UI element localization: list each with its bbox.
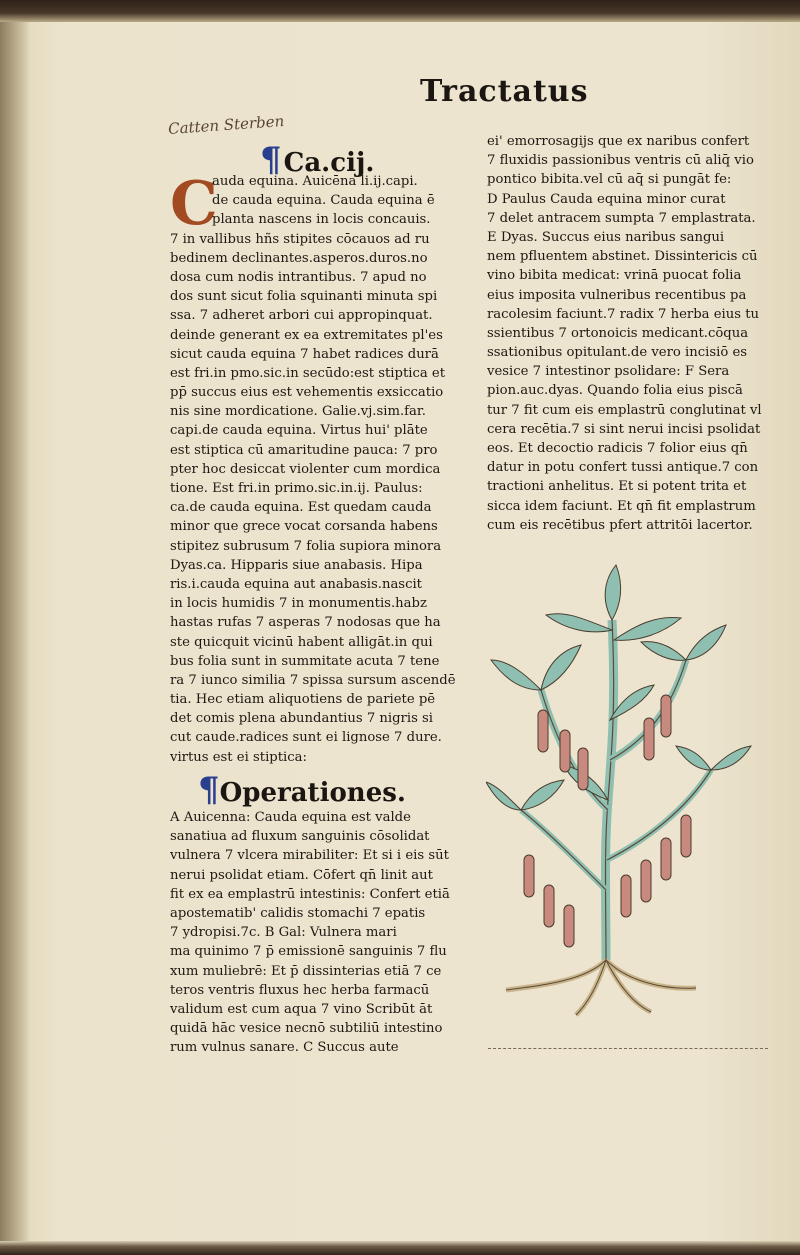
text-line: quidā hāc vesice necnō subtiliū intestino — [170, 1021, 443, 1037]
page-top-edge — [0, 0, 800, 22]
text-line: deinde generant ex ea extremitates pl'es — [170, 327, 443, 343]
chapter-heading-text: Ca.cij. — [283, 148, 375, 178]
text-line: dos sunt sicut folia squinanti minuta spi — [170, 289, 438, 305]
text-line: tia. Hec etiam aliquotiens de pariete pē — [170, 692, 436, 708]
text-line: sanatiua ad fluxum sanguinis cōsolidat — [170, 829, 430, 845]
text-line: pion.auc.dyas. Quando folia eius piscā — [487, 383, 743, 399]
pilcrow-icon: ¶ — [260, 140, 282, 180]
text-line: ca.de cauda equina. Est quedam cauda — [170, 500, 432, 516]
text-line: ei' emorrosagijs que ex naribus confert — [487, 134, 750, 149]
text-line: 7 delet antracem sumpta 7 emplastrata. — [487, 210, 756, 226]
text-line: cera recētia.7 si sint nerui incisi psolidat — [487, 421, 761, 437]
text-line: eos. Et decoctio radicis 7 folior eius qn̄ — [487, 441, 748, 456]
text-line: Dyas.ca. Hipparis siue anabasis. Hipa — [170, 557, 423, 573]
text-line: hastas rufas 7 asperas 7 nodosas que ha — [170, 615, 441, 631]
text-line: E Dyas. Succus eius naribus sangui — [487, 229, 725, 245]
text-line: virtus est ei stiptica: — [170, 749, 307, 765]
text-line: ssa. 7 adheret arbori cui appropinquat. — [170, 308, 433, 324]
text-line: pp̄ succus eius est vehementis exsiccatio — [170, 385, 444, 401]
text-line: vesice 7 intestinor psolidare: F Sera — [487, 364, 730, 380]
text-line: bedinem declinantes.asperos.duros.no — [170, 250, 428, 266]
text-line: capi.de cauda equina. Virtus hui' plāte — [170, 423, 428, 439]
right-text-column — [487, 132, 787, 535]
text-line: in locis humidis 7 in monumentis.habz — [170, 596, 427, 612]
text-line: ste quicquit vicinū habent alligāt.in qui — [170, 634, 433, 650]
text-line: vino bibita medicat: vrinā puocat folia — [487, 268, 742, 284]
text-line: eius imposita vulneribus recentibus pa — [487, 287, 747, 303]
text-line: dosa cum nodis intrantibus. 7 apud no — [170, 269, 427, 285]
text-line: ris.i.cauda equina aut anabasis.nascit — [170, 576, 422, 592]
text-line: auda equina. Auicēna li.ij.capi. — [212, 174, 418, 189]
text-line: ssientibus 7 ortonoicis medicant.cōqua — [487, 325, 749, 341]
operations-text-column — [170, 808, 460, 1057]
text-line: det comis plena abundantius 7 nigris si — [170, 711, 434, 727]
text-line: datur in potu confert tussi antique.7 con — [487, 460, 759, 476]
text-line: cum eis recētibus pfert attritōi lacertor. — [487, 517, 753, 533]
text-line: tur 7 fit cum eis emplastrū conglutinat vl — [487, 402, 762, 418]
text-line: nerui psolidat etiam. Cōfert qn̄ linit aut — [170, 867, 433, 883]
text-line: fit ex ea emplastrū intestinis: Confert etiā — [170, 886, 450, 902]
text-line: apostematib' calidis stomachi 7 epatis — [170, 905, 426, 921]
text-line: minor que grece vocat corsanda habens — [170, 519, 438, 535]
text-line: sicca idem faciunt. Et qn̄ fit emplastrum — [487, 498, 756, 514]
text-line: nis sine mordicatione. Galie.vj.sim.far. — [170, 404, 426, 420]
running-title: Tractatus — [420, 74, 589, 109]
pilcrow-icon: ¶ — [198, 770, 220, 810]
text-line: 7 ydropisi.7c. B Gal: Vulnera mari — [170, 925, 397, 941]
text-line: cut caude.radices sunt ei lignose 7 dure. — [170, 730, 442, 746]
plant-woodcut-illustration — [486, 560, 756, 1020]
text-line: rum vulnus sanare. C Succus aute — [170, 1040, 399, 1056]
text-line: bus folia sunt in summitate acuta 7 tene — [170, 653, 440, 669]
text-line: ma quinimo 7 p̄ emissionē sanguinis 7 flu — [170, 944, 447, 960]
text-line: planta nascens in locis concauis. — [212, 212, 431, 228]
text-line: xum muliebrē: Et p̄ dissinterias etiā 7 ce — [170, 963, 442, 979]
binding-gutter — [0, 0, 30, 1255]
text-line: 7 in vallibus hñs stipites cōcauos ad ru — [170, 231, 430, 247]
section-heading — [198, 770, 406, 810]
text-line: ra 7 iunco similia 7 spissa sursum ascendē — [170, 672, 456, 688]
text-line: tractioni anhelitus. Et si potent trita et — [487, 479, 747, 495]
text-line: de cauda equina. Cauda equina ē — [212, 193, 435, 209]
left-text-column — [170, 169, 460, 767]
text-line: tione. Est fri.in primo.sic.in.ij. Paulus: — [170, 481, 423, 496]
text-line: pter hoc desiccat violenter cum mordica — [170, 461, 441, 477]
text-line: 7 fluxidis passionibus ventris cū aliq̄ vio — [487, 153, 754, 169]
text-line: nem pfluentem abstinet. Dissintericis cū — [487, 249, 758, 265]
text-line: est stiptica cū amaritudine pauca: 7 pro — [170, 442, 438, 458]
text-line: validum est cum aqua 7 vino Scribūt āt — [170, 1001, 433, 1017]
text-line: A Auicenna: Cauda equina est valde — [170, 810, 411, 825]
page-bottom-edge — [0, 1241, 800, 1255]
text-line: pontico bibita.vel cū aq̄ si pungāt fe: — [487, 172, 732, 188]
text-line: stipitez subrusum 7 folia supiora minora — [170, 538, 442, 554]
text-line: teros ventris fluxus hec herba farmacū — [170, 982, 430, 998]
text-line: racolesim faciunt.7 radix 7 herba eius tu — [487, 306, 760, 322]
end-rule — [488, 1048, 768, 1049]
text-line: vulnera 7 vlcera mirabiliter: Et si i eis sūt — [170, 848, 449, 864]
drop-initial: C — [170, 169, 218, 239]
section-heading-text: Operationes. — [219, 778, 406, 808]
text-line: ssationibus opitulant.de vero incisiō es — [487, 345, 748, 361]
handwritten-marginal-note: Catten Sterben — [167, 111, 285, 139]
text-line: est fri.in pmo.sic.in secūdo:est stiptica et — [170, 365, 445, 381]
text-line: D Paulus Cauda equina minor curat — [487, 191, 726, 207]
text-line: sicut cauda equina 7 habet radices durā — [170, 346, 439, 362]
